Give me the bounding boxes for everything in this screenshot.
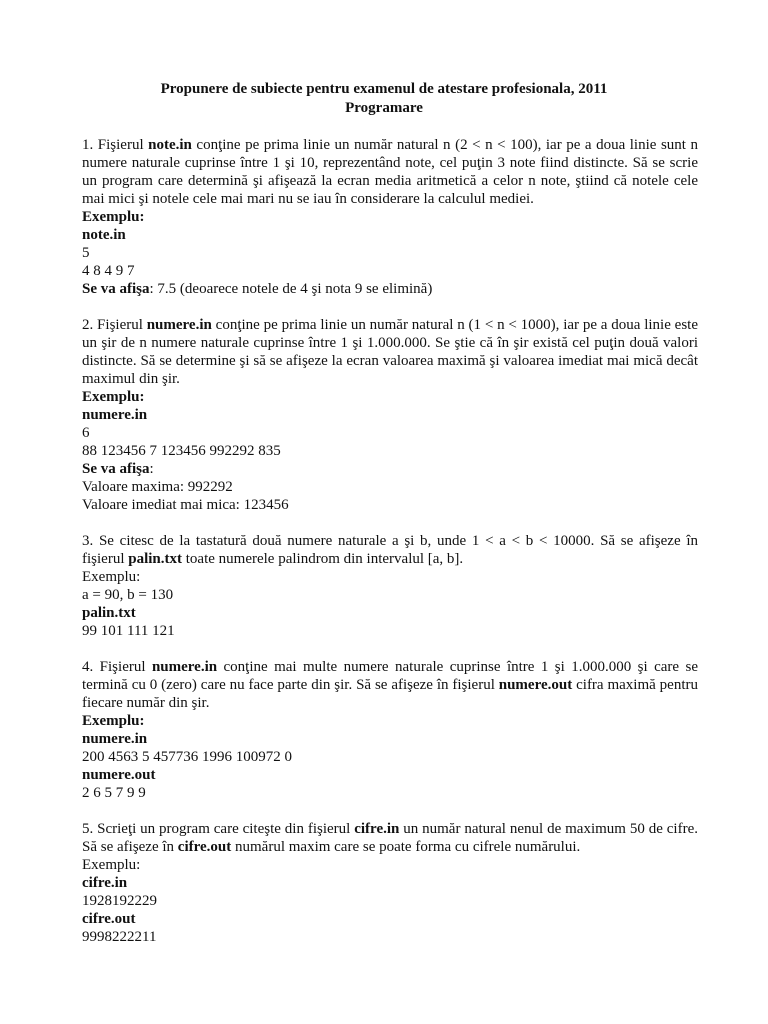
input-line: 1928192229 — [82, 893, 157, 909]
filename: palin.txt — [128, 551, 183, 567]
input-line: 88 123456 7 123456 992292 835 — [82, 443, 281, 459]
output-line: Se va afişa: — [82, 461, 154, 477]
output-line: Valoare imediat mai mica: 123456 — [82, 497, 289, 513]
input-line: 200 4563 5 457736 1996 100972 0 — [82, 749, 292, 765]
output-line: 2 6 5 7 9 9 — [82, 785, 146, 801]
problem-4-statement: 4. Fişierul numere.in conţine mai multe numere naturale cuprinse între 1 şi 1.000.000 şi care se termină cu 0 (zero) care nu face parte din şir. Să se afişeze în fişierul numere.out cifra maximă pentru fiecare număr din şir. — [82, 659, 698, 711]
example-label: Exemplu: — [82, 209, 145, 225]
filename: cifre.in — [354, 821, 400, 837]
input-line: 5 — [82, 245, 90, 261]
problem-4 — [82, 658, 698, 802]
problem-1 — [82, 136, 698, 298]
example-label: Exemplu: — [82, 389, 145, 405]
problem-5-statement: 5. Scrieţi un program care citeşte din fişierul cifre.in un număr natural nenul de maximum 50 de cifre. Să se afişeze în cifre.out numărul maxim care se poate forma cu cifrele numărului. — [82, 821, 698, 855]
input-line: a = 90, b = 130 — [82, 587, 174, 603]
problem-3 — [82, 532, 698, 640]
filename: cifre.out — [177, 839, 232, 855]
output-line: Se va afişa: 7.5 (deoarece notele de 4 şi nota 9 se elimină) — [82, 281, 433, 297]
output-line: 99 101 111 121 — [82, 623, 175, 639]
example-label: Exemplu: — [82, 569, 141, 585]
input-line: 6 — [82, 425, 90, 441]
document-header — [0, 80, 768, 118]
document-title: Propunere de subiecte pentru examenul de atestare profesionala, 2011 — [160, 81, 608, 97]
input-filename: note.in — [82, 227, 126, 243]
problem-2 — [82, 316, 698, 514]
problem-2-statement: 2. Fişierul numere.in conţine pe prima linie un număr natural n (1 < n < 1000), iar pe a doua linie este un şir de n numere naturale cuprinse între 1 şi 1.000.000. Se ştie că în şir există cel puţin două valori distincte. Să se determine şi să se afişeze la ecran valoarea maximă şi valoarea imediat mai mică decât maximul din şir. — [82, 317, 698, 387]
output-filename: cifre.out — [82, 911, 136, 927]
document-subtitle: Programare — [345, 100, 423, 116]
output-filename: numere.out — [82, 767, 156, 783]
input-line: 4 8 4 9 7 — [82, 263, 135, 279]
filename: numere.in — [146, 317, 212, 333]
example-label: Exemplu: — [82, 713, 145, 729]
output-label: Se va afişa — [82, 461, 150, 477]
filename: numere.in — [151, 659, 218, 675]
output-filename: palin.txt — [82, 605, 136, 621]
document-body — [82, 136, 698, 964]
input-filename: cifre.in — [82, 875, 128, 891]
output-line: Valoare maxima: 992292 — [82, 479, 233, 495]
problem-1-statement: 1. Fişierul note.in conţine pe prima linie un număr natural n (2 < n < 100), iar pe a doua linie sunt n numere naturale cuprinse între 1 şi 10, reprezentând note, cel puţin 3 note fiind distincte. Să se scrie un program care determină şi afişează la ecran media aritmetică a celor n note, ştiind că notele cele mai mici şi notele cele mai mari nu se iau în considerare la calculul mediei. — [82, 137, 698, 207]
filename: numere.out — [498, 677, 573, 693]
problem-5 — [82, 820, 698, 946]
input-filename: numere.in — [82, 407, 148, 423]
input-filename: numere.in — [82, 731, 148, 747]
output-label: Se va afişa — [82, 281, 150, 297]
output-line: 9998222211 — [82, 929, 157, 945]
problem-3-statement: 3. Se citesc de la tastatură două numere naturale a şi b, unde 1 < a < b < 10000. Să se afişeze în fişierul palin.txt toate numerele palindrom din intervalul [a, b]. — [82, 533, 698, 567]
filename: note.in — [148, 137, 192, 153]
example-label: Exemplu: — [82, 857, 141, 873]
